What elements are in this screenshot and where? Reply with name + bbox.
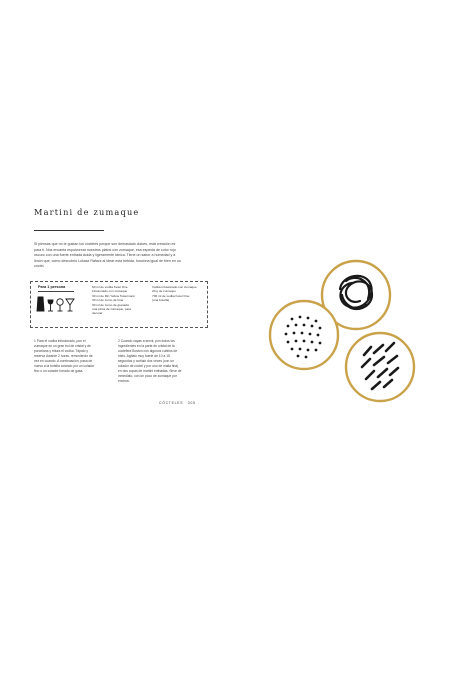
ingredients-column-1 [92, 285, 135, 316]
ingredient-line: (una botella) [152, 298, 170, 303]
ingredient-line: infusionado con zumaque [92, 289, 128, 294]
method-step-1: 1 Para el vodka infusionado, pon el zumaque en un gran bol de cristal y de porcelana y tritura el vodka. Tápalo y reserva durante 2 horas, removiendo de vez en cuando. A continuación, pasa de nuevo a la botella colando por un colador fino o un colador forrado de gasa. [34, 339, 95, 373]
page-number: 305 [187, 401, 196, 405]
plate-seeds [270, 301, 338, 369]
ingredient-line: decorar [92, 311, 103, 316]
serves-underline [38, 291, 74, 292]
ingredient-line: 30 ml de zumo de granada [92, 302, 129, 307]
recipe-title: Martini de zumaque [34, 207, 140, 217]
ingredient-line: 60 ml de vodka Ketel One [92, 285, 128, 289]
ingredient-line: Vodka infusionado con zumaque [152, 285, 197, 289]
ingredient-plates-illustration [260, 255, 430, 405]
plate-straws [346, 333, 414, 401]
page-footer [159, 401, 196, 405]
ingredient-line: 30 ml de Rin Yellow Tokermann [92, 293, 136, 298]
bar-tools-icon [35, 295, 81, 313]
ingredient-line: 30 ml de zumo de lima [92, 298, 124, 303]
intro-paragraph: Si piensas que no te gustan los cócteles porque son demasiado dulces, está creación es para ti. Nos encanta espolvorear nuestros platos con zumaque, esa especia de color rojo oscuro con una fuerte entrada ácida y ligeramente tánica. Tiene un sabor a humedad y a limón que, como descubrió Lukasz Rafacz al idear esta bebida, funciona igual de bien en un cóctel. [34, 242, 181, 269]
ingredients-column-2 [152, 285, 197, 303]
section-name: CÓCTELES [159, 401, 184, 405]
ingredient-line: 700 ml de vodka Ketel One [152, 293, 190, 298]
serves-label: Para 1 persona [38, 285, 66, 289]
title-underline [34, 230, 104, 231]
method-step-2: 2 Cuando vayas a servir, pon todos los ingredientes en la parte de cristal de la coctelera Boston con algunos cubitos de hielo. Agítalo muy fuerte de 10 a 15 segundos y cuélalo dos veces (con un colador de cóctel y por uno de malla fina) en dos copas de martini enfriadas. Sirve de inmediato, con un poco de zumaque por encima. [118, 339, 182, 383]
ingredient-line: una pizca de zumaque, para [92, 307, 132, 312]
ingredient-line: 20 g de zumaque [152, 289, 176, 294]
